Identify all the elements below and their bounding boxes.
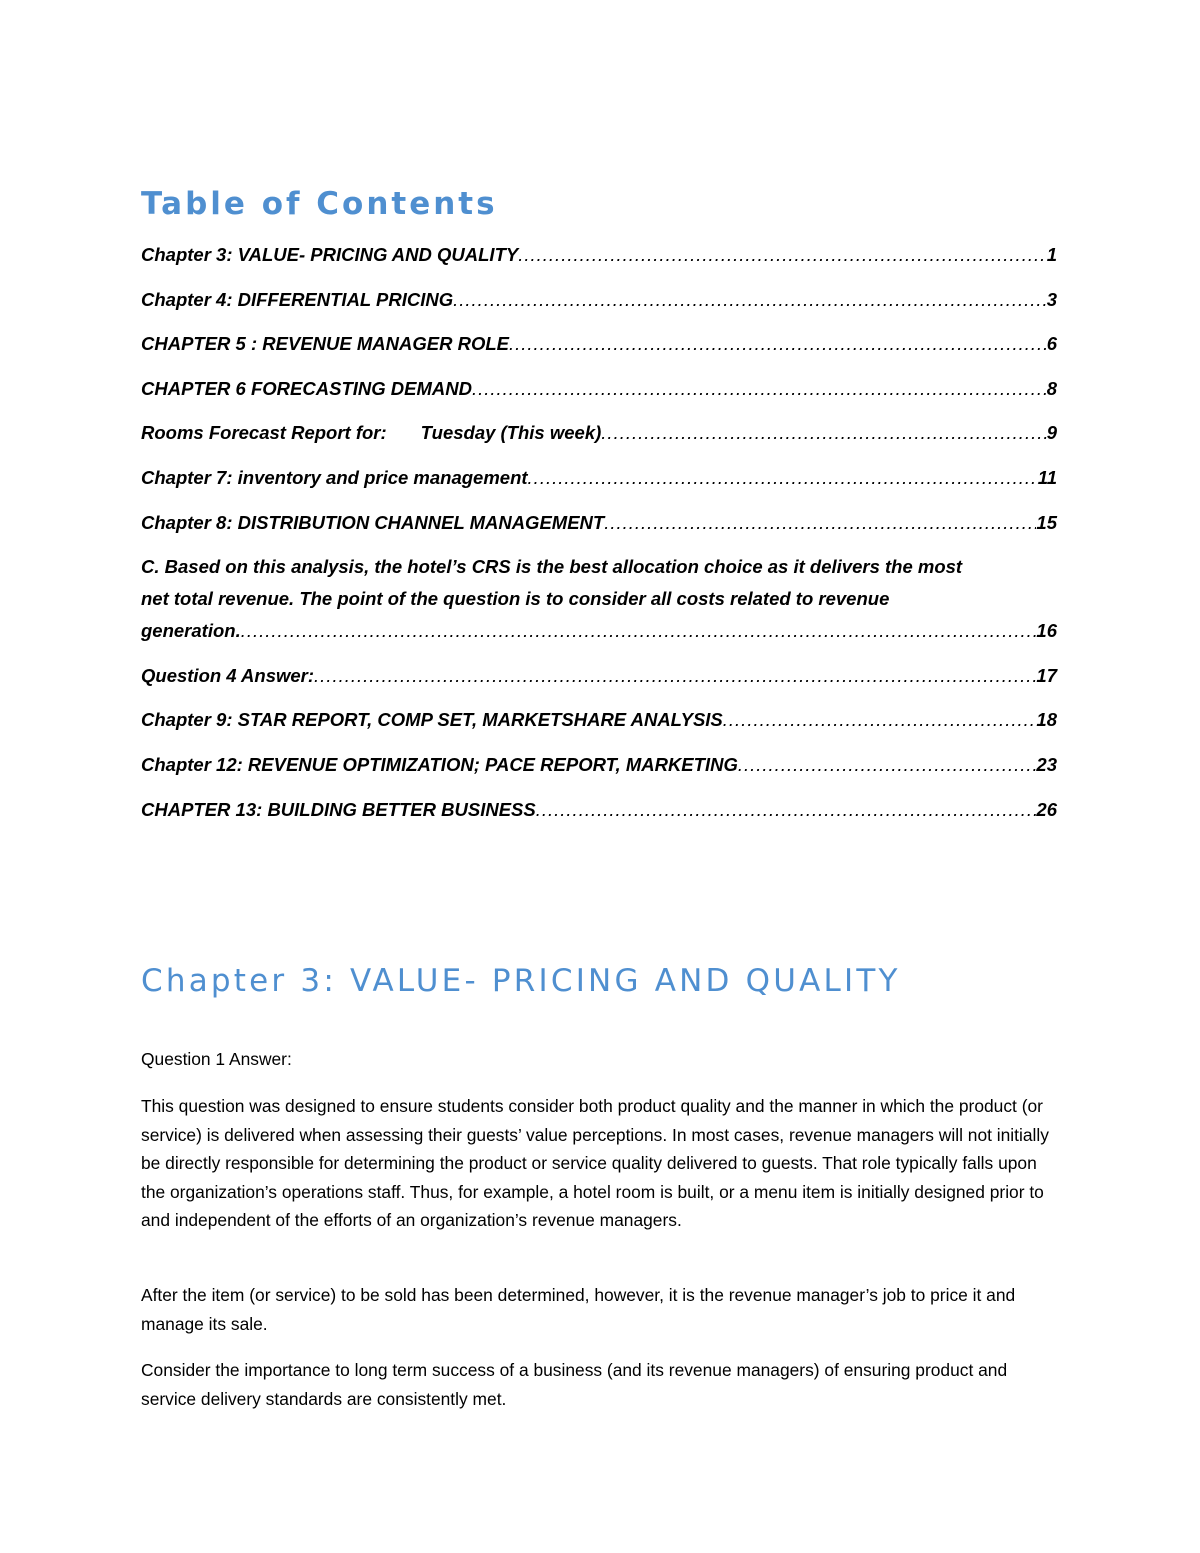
toc-entry-label: Chapter 4: DIFFERENTIAL PRICING (141, 288, 454, 310)
body-paragraph: After the item (or service) to be sold has been determined, however, it is the revenue manager’s job to price it and manage its sale. (141, 1285, 1016, 1334)
toc-page-number: 15 (1036, 511, 1057, 533)
toc-entry-label-part-b: Tuesday (This week) (420, 422, 602, 444)
toc-entry-chapter-3[interactable] (141, 239, 1057, 271)
toc-entry-chapter-4[interactable] (141, 284, 1057, 316)
toc-entry-label: CHAPTER 5 : REVENUE MANAGER ROLE (141, 333, 509, 355)
toc-entry-label-line-1: C. Based on this analysis, the hotel’s CRS is the best allocation choice as it delivers the most (141, 556, 963, 578)
body-paragraph: This question was designed to ensure students consider both product quality and the manner in which the product (or service) is delivered when assessing their guests’ value perceptions. In most cases, revenue managers will not initially be directly responsible for determining the product or service quality delivered to guests. That role typically falls upon the organization’s operations staff. Thus, for example, a hotel room is built, or a menu item is initially designed prior to and independent of the efforts of an organization’s revenue managers. (141, 1096, 1049, 1231)
toc-entry-label-line-3: generation. (141, 620, 241, 642)
question-label: Question 1 Answer: (141, 1049, 292, 1069)
toc-entry-label: CHAPTER 13: BUILDING BETTER BUSINESS (141, 798, 536, 820)
chapter-heading: Chapter 3: VALUE- PRICING AND QUALITY (141, 963, 901, 999)
toc-entry-label-part-a: Rooms Forecast Report for: (141, 422, 387, 444)
toc-entry-label-line-2: net total revenue. The point of the question is to consider all costs related to revenue (141, 588, 890, 610)
toc-page-number: 9 (1046, 422, 1057, 444)
toc-leader-dots (723, 704, 1037, 736)
toc-leader-dots (536, 794, 1037, 826)
body-paragraph: Consider the importance to long term success of a business (and its revenue managers) of ensuring product and service delivery standards are consistently met. (141, 1360, 1008, 1409)
toc-entry-chapter-7[interactable] (141, 462, 1057, 494)
toc-page-number: 26 (1036, 798, 1057, 820)
toc-page-number: 1 (1046, 244, 1057, 265)
table-of-contents (141, 239, 1057, 838)
toc-leader-dots (314, 660, 1036, 692)
toc-entry-chapter-6[interactable] (141, 373, 1057, 405)
toc-entry-chapter-5[interactable] (141, 328, 1057, 360)
toc-leader-dots (453, 284, 1047, 316)
toc-entry-label: Chapter 12: REVENUE OPTIMIZATION; PACE REPORT, MARKETING (141, 753, 738, 775)
toc-entry-crs-analysis[interactable] (141, 551, 1057, 647)
toc-page-number: 6 (1046, 333, 1057, 355)
toc-entry-label (141, 417, 601, 449)
toc-leader-dots (604, 507, 1036, 539)
toc-entry-label: Chapter 9: STAR REPORT, COMP SET, MARKETSHARE ANALYSIS (141, 709, 723, 731)
toc-entry-chapter-9[interactable] (141, 704, 1057, 736)
toc-entry-question-4[interactable] (141, 660, 1057, 692)
toc-leader-dots (528, 462, 1038, 494)
toc-leader-dots (601, 417, 1046, 449)
toc-entry-label: CHAPTER 6 FORECASTING DEMAND (141, 377, 472, 399)
toc-leader-dots (738, 749, 1037, 781)
toc-entry-rooms-forecast[interactable] (141, 417, 1057, 449)
toc-entry-chapter-12[interactable] (141, 749, 1057, 781)
toc-entry-label: Chapter 3: VALUE- PRICING AND QUALITY (141, 244, 519, 265)
toc-entry-label: Question 4 Answer: (141, 664, 315, 686)
toc-leader-dots (509, 328, 1047, 360)
toc-entry-chapter-13[interactable] (141, 794, 1057, 826)
toc-page-number: 3 (1046, 288, 1057, 310)
toc-page-number: 8 (1046, 377, 1057, 399)
toc-page-number: 23 (1036, 753, 1057, 775)
toc-entry-label: Chapter 7: inventory and price management (141, 466, 528, 488)
toc-page-number: 17 (1036, 664, 1057, 686)
toc-entry-label: Chapter 8: DISTRIBUTION CHANNEL MANAGEMENT (141, 511, 605, 533)
toc-leader-dots (472, 373, 1047, 405)
toc-heading: Table of Contents (141, 186, 498, 222)
toc-leader-dots (518, 239, 1046, 271)
toc-page-number: 16 (1036, 620, 1057, 642)
toc-entry-chapter-8[interactable] (141, 507, 1057, 539)
toc-page-number: 18 (1036, 709, 1057, 731)
toc-leader-dots (241, 615, 1037, 647)
toc-page-number: 11 (1037, 466, 1057, 488)
